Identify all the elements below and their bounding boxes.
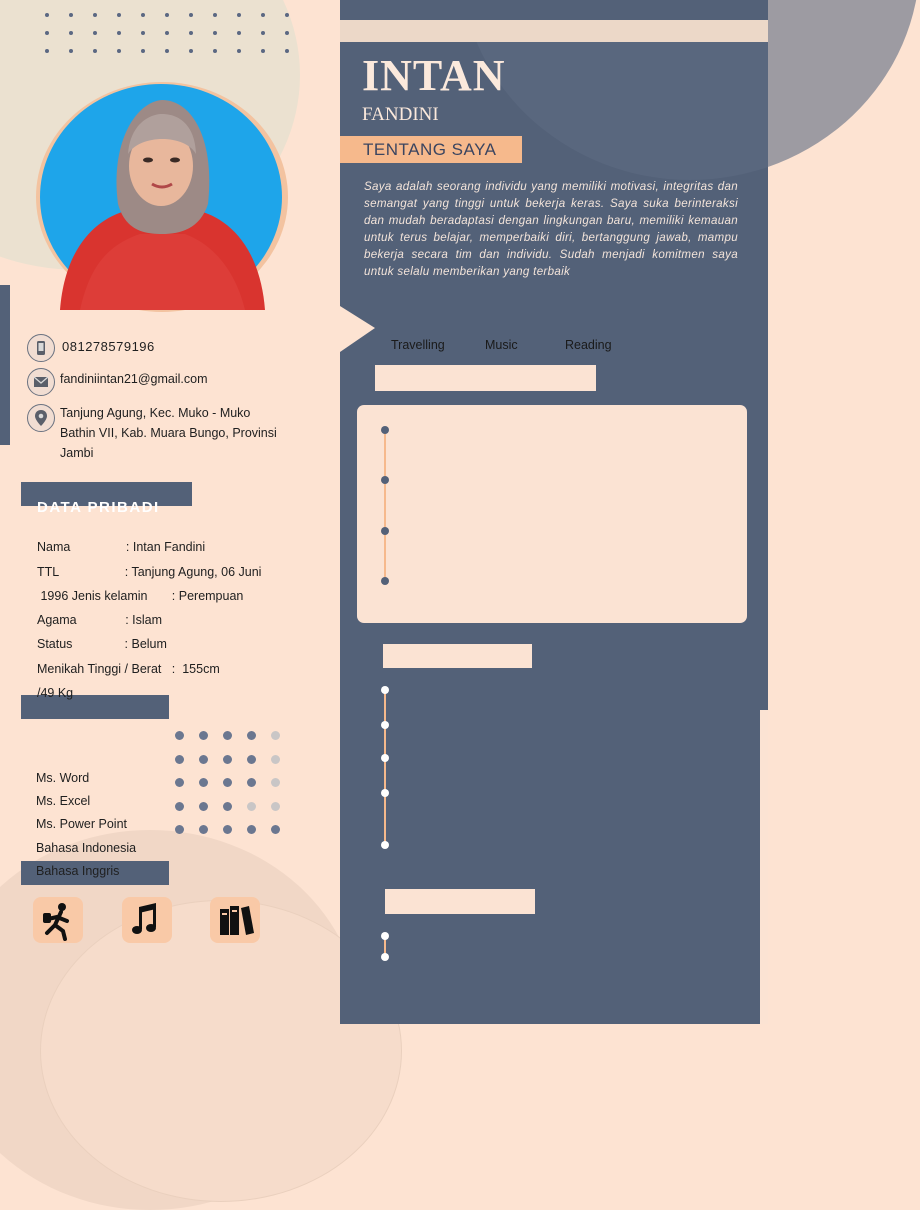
- timeline-dot: [381, 476, 389, 484]
- decor-dot: [285, 31, 289, 35]
- decor-dot: [237, 31, 241, 35]
- contact-address-line-3: Jambi: [60, 446, 94, 460]
- skill-item-2: Ms. Excel: [36, 794, 91, 808]
- skill-level-dot: [223, 731, 232, 740]
- skill-item-5: Bahasa Inggris: [36, 864, 120, 878]
- decor-dot: [189, 49, 193, 53]
- organization-heading-bar: [385, 889, 535, 914]
- right-edge-accent: [760, 710, 768, 1024]
- personal-data-heading: DATA PRIBADI: [37, 499, 160, 516]
- hobby-label-3: Reading: [565, 338, 612, 352]
- decor-dot: [141, 31, 145, 35]
- skill-item-4: Bahasa Indonesia: [36, 841, 137, 855]
- connector-arrow: [330, 300, 380, 356]
- decor-dot: [165, 13, 169, 17]
- skill-level-dot: [247, 731, 256, 740]
- decor-dot: [117, 13, 121, 17]
- hobby-label-2: Music: [485, 338, 518, 352]
- profile-photo: [40, 84, 282, 310]
- skill-level-dot: [175, 778, 184, 787]
- travelling-icon: [33, 897, 83, 943]
- skill-item-1: Ms. Word: [36, 771, 90, 785]
- timeline-dot: [381, 953, 389, 961]
- decor-dot: [93, 13, 97, 17]
- location-icon: [27, 404, 55, 432]
- timeline-dot: [381, 686, 389, 694]
- skill-level-dot: [223, 802, 232, 811]
- music-note-icon: [122, 897, 172, 943]
- decor-dot: [45, 13, 49, 17]
- skill-level-dot: [199, 731, 208, 740]
- contact-email[interactable]: fandiniintan21@gmail.com: [60, 372, 208, 386]
- personal-line-6: Menikah Tinggi / Berat : 155cm: [37, 662, 220, 676]
- education-card: [357, 405, 747, 623]
- decor-dot: [69, 49, 73, 53]
- education-timeline-line: [384, 430, 386, 580]
- about-heading: TENTANG SAYA: [363, 140, 497, 159]
- decor-dot: [165, 31, 169, 35]
- decor-dot: [93, 49, 97, 53]
- decor-dot-grid: [0, 0, 340, 60]
- experience-heading-bar: [383, 644, 532, 668]
- decor-dot: [261, 31, 265, 35]
- timeline-dot: [381, 789, 389, 797]
- skill-level-dot: [223, 825, 232, 834]
- personal-line-4: Agama : Islam: [37, 613, 163, 627]
- contact-address-line-1: Tanjung Agung, Kec. Muko - Muko: [60, 406, 251, 420]
- decor-dot: [141, 49, 145, 53]
- name-first: INTAN: [362, 51, 506, 100]
- skill-level-dot: [199, 778, 208, 787]
- timeline-dot: [381, 527, 389, 535]
- decor-dot: [93, 31, 97, 35]
- timeline-dot: [381, 841, 389, 849]
- contact-phone: 081278579196: [62, 339, 155, 354]
- decor-dot: [285, 13, 289, 17]
- decor-dot: [237, 13, 241, 17]
- decor-dot: [213, 13, 217, 17]
- skill-level-dot: [271, 731, 280, 740]
- skill-level-dot: [247, 802, 256, 811]
- skill-level-dot: [247, 825, 256, 834]
- decor-dot: [69, 13, 73, 17]
- skill-level-dot: [199, 825, 208, 834]
- personal-line-7: /49 Kg: [37, 686, 74, 700]
- phone-icon: [27, 334, 55, 362]
- skill-level-dot: [175, 731, 184, 740]
- decor-dot: [285, 49, 289, 53]
- timeline-dot: [381, 932, 389, 940]
- decor-dot: [117, 31, 121, 35]
- decor-dot: [165, 49, 169, 53]
- skill-level-dot: [199, 755, 208, 764]
- decor-dot: [69, 31, 73, 35]
- left-edge-bar: [0, 285, 10, 445]
- personal-line-1: Nama : Intan Fandini: [37, 540, 206, 554]
- skill-level-dot: [247, 778, 256, 787]
- music-icon-box: [122, 897, 172, 943]
- decor-dot: [189, 31, 193, 35]
- decor-dot: [117, 49, 121, 53]
- skill-level-dot: [271, 825, 280, 834]
- personal-line-3: 1996 Jenis kelamin : Perempuan: [37, 589, 244, 603]
- about-text: Saya adalah seorang individu yang memiliki motivasi, integritas dan semangat yang tinggi untuk bekerja keras. Saya suka berinteraksi dan mudah beradaptasi dengan lingkungan baru, memiliki kemauan untuk terus belajar, memperbaiki diri, bertanggung jawab, mampu bekerja secara tim dan individu. Sudah menjadi komitmen saya untuk selalu memberikan yang terbaik: [364, 180, 738, 278]
- experience-timeline-line: [384, 690, 386, 845]
- skill-level-dot: [247, 755, 256, 764]
- email-icon: [27, 368, 55, 396]
- timeline-dot: [381, 754, 389, 762]
- skill-item-3: Ms. Power Point: [36, 817, 128, 831]
- skill-level-dot: [175, 802, 184, 811]
- decor-dot: [237, 49, 241, 53]
- name-last: FANDINI: [362, 104, 439, 125]
- top-strip: [340, 0, 768, 20]
- decor-dot: [261, 49, 265, 53]
- skill-level-dot: [271, 802, 280, 811]
- decor-dot: [45, 31, 49, 35]
- skill-level-dots: [170, 726, 290, 841]
- hobby-label-1: Travelling: [391, 338, 445, 352]
- education-heading-bar: [375, 365, 596, 391]
- skill-level-dot: [199, 802, 208, 811]
- top-band: [340, 20, 768, 42]
- decor-dot: [45, 49, 49, 53]
- skill-level-dot: [223, 755, 232, 764]
- skill-level-dot: [223, 778, 232, 787]
- decor-dot: [213, 31, 217, 35]
- skill-level-dot: [271, 755, 280, 764]
- personal-data-heading-bar: [21, 482, 192, 516]
- skill-level-dot: [271, 778, 280, 787]
- decor-dot: [261, 13, 265, 17]
- timeline-dot: [381, 577, 389, 585]
- decor-dot: [189, 13, 193, 17]
- timeline-dot: [381, 426, 389, 434]
- timeline-dot: [381, 721, 389, 729]
- travelling-icon-box: [33, 897, 83, 943]
- books-icon-box: [210, 897, 260, 943]
- decor-dot: [213, 49, 217, 53]
- contact-address-line-2: Bathin VII, Kab. Muara Bungo, Provinsi: [60, 426, 277, 440]
- personal-line-5: Status : Belum: [37, 637, 167, 651]
- skill-level-dot: [175, 755, 184, 764]
- books-icon: [210, 897, 260, 943]
- personal-line-2: TTL : Tanjung Agung, 06 Juni: [37, 565, 262, 579]
- skill-level-dot: [175, 825, 184, 834]
- decor-dot: [141, 13, 145, 17]
